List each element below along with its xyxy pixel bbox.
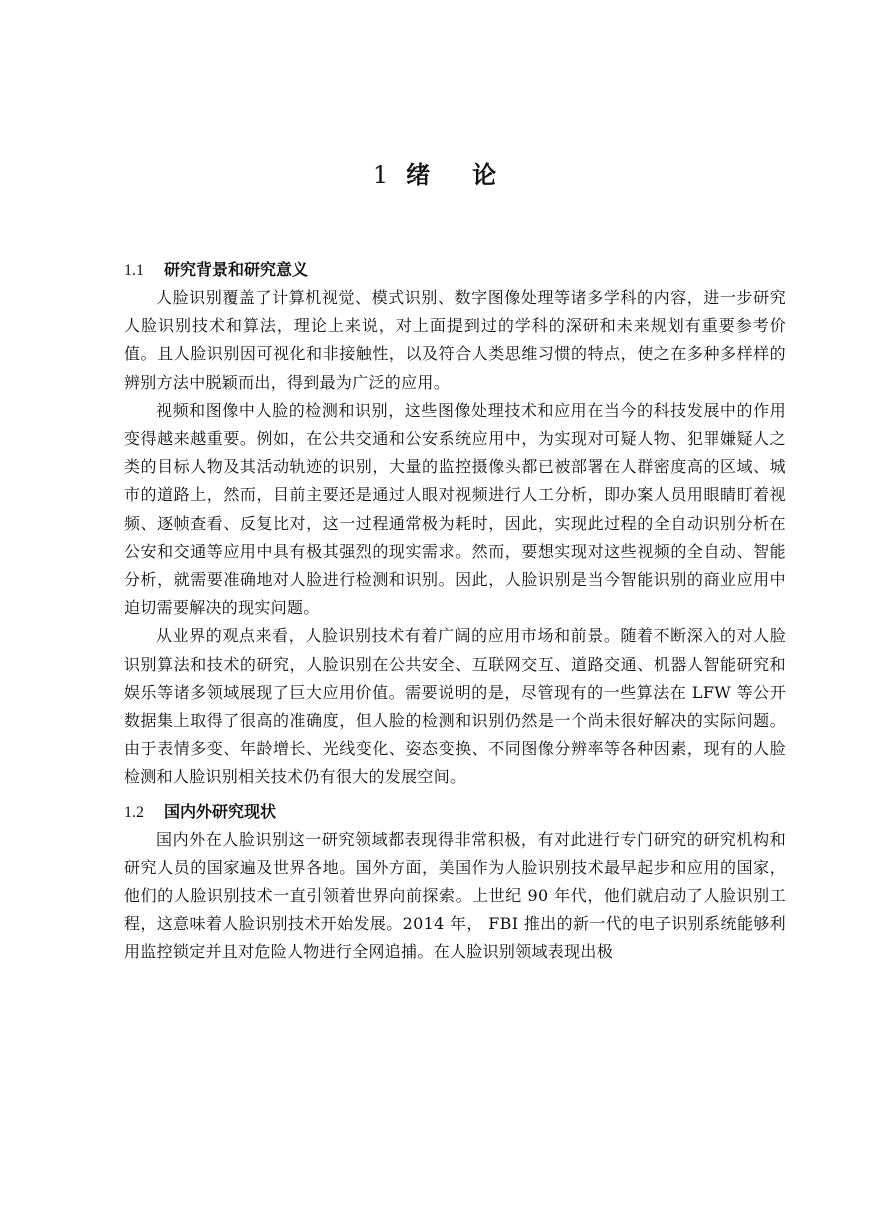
chapter-body — [124, 256, 786, 967]
paragraph: 国内外在人脸识别这一研究领域都表现得非常积极，有对此进行专门研究的研究机构和研究人员的国家遍及世界各地。国外方面，美国作为人脸识别技术最早起步和应用的国家，他们的人脸识别技术一直引领着世界向前探索。上世纪 90 年代，他们就启动了人脸识别工程，这意味着人脸识别技术开始发展。2014 年， FBI 推出的新一代的电子识别系统能够利用监控锁定并且对危险人物进行全网追捕。在人脸识别领域表现出极 — [124, 829, 786, 962]
section-heading-1-2 — [124, 798, 786, 826]
chapter-title-char-2: 论 — [472, 160, 497, 189]
chapter-title — [0, 158, 869, 192]
section-body-1-1 — [124, 284, 786, 792]
paragraph: 人脸识别覆盖了计算机视觉、模式识别、数字图像处理等诸多学科的内容，进一步研究人脸识别技术和算法，理论上来说，对上面提到过的学科的深研和未来规划有重要参考价值。且人脸识别因可视化和非接触性，以及符合人类思维习惯的特点，使之在多种多样样的辨别方法中脱颖而出，得到最为广泛的应用。 — [124, 288, 786, 392]
chapter-number: 1 — [372, 161, 389, 189]
section-number: 1.1 — [124, 262, 144, 279]
section-title: 研究背景和研究意义 — [164, 260, 309, 279]
section-number: 1.2 — [124, 803, 144, 821]
section-title: 国内外研究现状 — [164, 801, 277, 821]
paragraph: 视频和图像中人脸的检测和识别，这些图像处理技术和应用在当今的科技发展中的作用变得越来越重要。例如，在公共交通和公安系统应用中，为实现对可疑人物、犯罪嫌疑人之类的目标人物及其活动轨迹的识别，大量的监控摄像头都已被部署在人群密度高的区域、城市的道路上，然而，目前主要还是通过人眼对视频进行人工分析，即办案人员用眼睛盯着视频、逐帧查看、反复比对，这一过程通常极为耗时，因此，实现此过程的全自动识别分析在公安和交通等应用中具有极其强烈的现实需求。然而，要想实现对这些视频的全自动、智能分析，就需要准确地对人脸进行检测和识别。因此，人脸识别是当今智能识别的商业应用中迫切需要解决的现实问题。 — [124, 400, 786, 618]
paragraph: 从业界的观点来看，人脸识别技术有着广阔的应用市场和前景。随着不断深入的对人脸识别算法和技术的研究，人脸识别在公共安全、互联网交互、道路交通、机器人智能研究和娱乐等诸多领域展现了巨大应用价值。需要说明的是，尽管现有的一些算法在 LFW 等公开数据集上取得了很高的准确度，但人脸的检测和识别仍然是一个尚未很好解决的实际问题。由于表情多变、年龄增长、光线变化、姿态变换、不同图像分辨率等各种因素，现有的人脸检测和人脸识别相关技术仍有很大的发展空间。 — [124, 626, 786, 787]
section-body-1-2 — [124, 826, 786, 967]
chapter-title-char-1: 绪 — [406, 160, 431, 189]
section-heading-1-1 — [124, 256, 786, 284]
